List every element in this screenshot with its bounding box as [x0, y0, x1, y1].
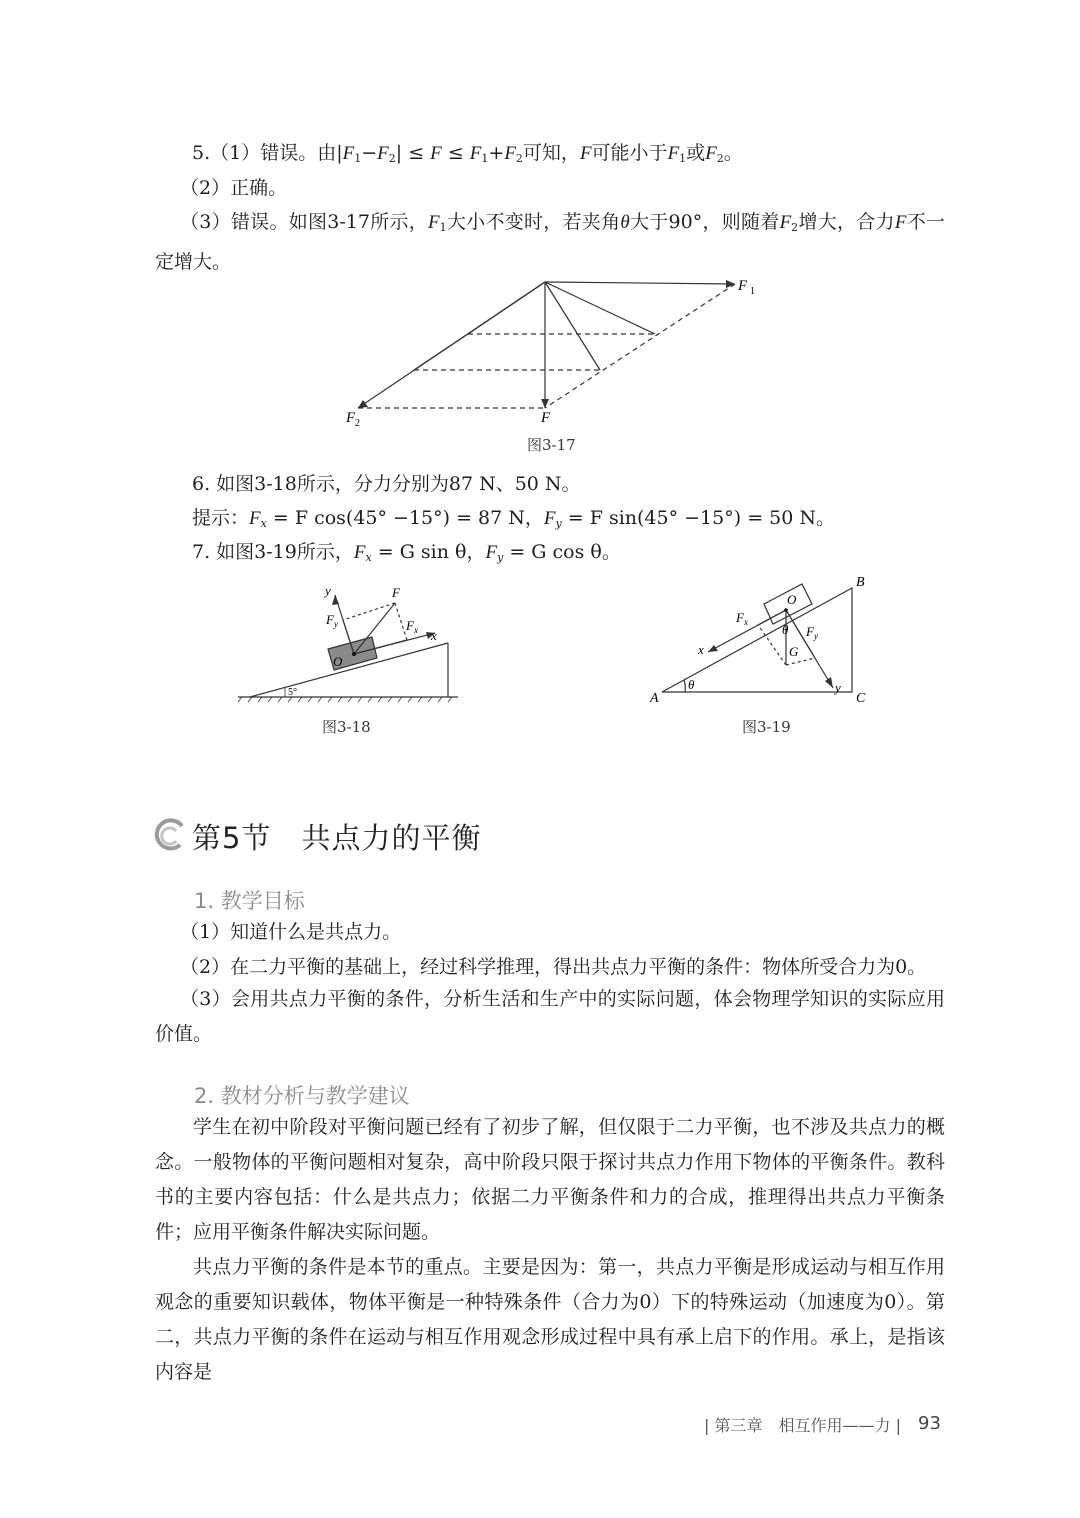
fig318-O: O [333, 654, 343, 669]
svg-text:x: x [744, 617, 748, 627]
section-swirl-icon [152, 818, 188, 852]
fig318-angle: 5° [288, 687, 297, 698]
caption-3-18: 图3-18 [322, 718, 371, 736]
figure-3-18 [230, 578, 460, 708]
q5-line3: （3）错误。如图3-17所示，$F_1$大小不变时，若夹角θ大于90°，则随着$F_2$增大，合力F不一定增大。 [155, 211, 945, 273]
fig319-y: y [835, 680, 841, 695]
svg-text:x: x [414, 625, 418, 635]
fig319-Fy: F [806, 624, 814, 639]
q5-line2: （2）正确。 [180, 177, 288, 199]
label-f2: F [346, 410, 356, 426]
caption-3-19: 图3-19 [742, 718, 791, 736]
fig319-theta2: θ [782, 622, 789, 637]
fig318-Fy: F [326, 612, 334, 627]
fig319-O: O [787, 592, 797, 607]
fig319-B: B [856, 575, 865, 590]
figure-3-19 [640, 570, 880, 710]
q6-hint: 提示：$F_x = F$ cos(45° −15°) = 87 N，$F_y = F$ sin(45° −15°) = 50 N。 [192, 507, 835, 530]
f1-vector [545, 282, 735, 284]
svg-text:2: 2 [355, 418, 360, 429]
f2-partial-2 [414, 282, 545, 370]
fig319-theta: θ [688, 677, 695, 692]
caption-3-17: 图3-17 [527, 436, 576, 454]
fig318-F: F [392, 585, 400, 600]
svg-text:1: 1 [750, 286, 755, 297]
label-f1: F [738, 278, 748, 294]
fig319-Fx: F [736, 610, 744, 625]
heading-analysis: 2. 教材分析与教学建议 [194, 1084, 410, 1108]
page-number: 93 [918, 1413, 941, 1434]
svg-text:y: y [814, 631, 818, 641]
fig319-x: x [698, 642, 704, 657]
fig319-C: C [856, 691, 866, 706]
fig319-A: A [650, 691, 659, 706]
goal-2: （2）在二力平衡的基础上，经过科学推理，得出共点力平衡的条件：物体所受合力为0。 [180, 956, 927, 978]
figure-3-17 [330, 270, 770, 435]
heading-teaching-goals: 1. 教学目标 [194, 889, 305, 913]
fig319-G: G [789, 644, 799, 659]
theta-arc [684, 680, 685, 692]
q6-line: 6. 如图3-18所示，分力分别为87 N、50 N。 [192, 473, 581, 495]
fig318-y: y [325, 583, 331, 598]
fig318-Fx: F [406, 618, 414, 633]
footer-chapter: | 第三章 相互作用——力 | [704, 1416, 901, 1435]
label-f: F [541, 410, 551, 426]
analysis-para-1: 学生在初中阶段对平衡问题已经有了初步了解，但仅限于二力平衡，也不涉及共点力的概念。一般物体的平衡问题相对复杂，高中阶段只限于探讨共点力作用下物体的平衡条件。教科书的主要内容包括：什么是共点力；依据二力平衡条件和力的合成，推理得出共点力平衡条件；应用平衡条件解决实际问题。 [155, 1116, 945, 1243]
q7-line: 7. 如图3-19所示，$F_x = G$ sin θ，$F_y = G$ cos θ。 [192, 541, 621, 564]
section-title: 第5节 共点力的平衡 [192, 821, 482, 855]
fig318-x: x [431, 628, 437, 643]
goal-3: （3）会用共点力平衡的条件，分析生活和生产中的实际问题，体会物理学知识的实际应用价值。 [155, 988, 945, 1045]
goal-1: （1）知道什么是共点力。 [180, 921, 402, 943]
q5-line1: 5.（1）错误。由$|F_1-F_2| \le F \le F_1+F_2$可知，F可能小于$F_1$或$F_2$。 [192, 142, 743, 165]
svg-text:y: y [334, 619, 338, 629]
analysis-para-2: 共点力平衡的条件是本节的重点。主要是因为：第一，共点力平衡是形成运动与相互作用观念的重要知识载体，物体平衡是一种特殊条件（合力为0）下的特殊运动（加速度为0）。第二，共点力平衡的条件在运动与相互作用观念形成过程中具有承上启下的作用。承上，是指该内容是 [155, 1256, 945, 1383]
